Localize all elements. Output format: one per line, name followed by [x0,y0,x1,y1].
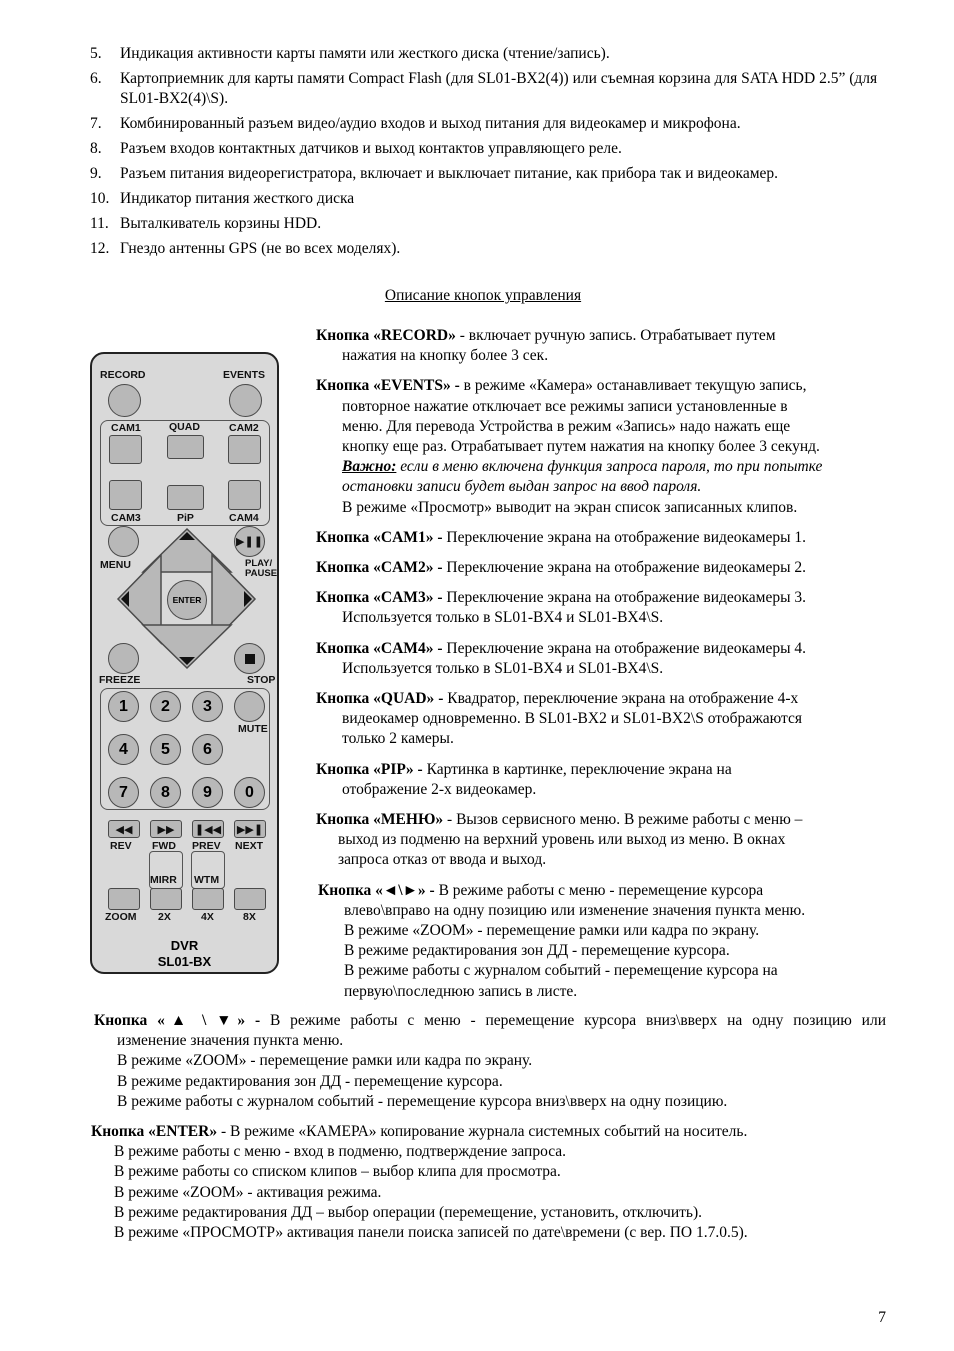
rewind-icon: ◀◀ [115,823,133,836]
cam1-label: CAM1 [111,422,141,434]
fast-forward-icon: ▶▶ [157,823,175,836]
mute-button [234,691,265,722]
cam1-description: Кнопка «CAM1» - Переключение экрана на отображение видеокамеры 1. [316,528,807,546]
digit-2-button: 2 [150,691,181,722]
enter-description: Кнопка «ENTER» - В режиме «КАМЕРА» копирование журнала системных событий на носитель. В режиме работы с меню - вход в подменю, подтверждение запроса. В режиме работы со списком клипов – выбор клипа для просмотра. В режиме «ZOOM» - активация режима. В режиме редактирования ДД – выбор операции (перемещение, установить, отключить). В режиме «ПРОСМОТР» активация панели поиска записей по дате\времени (с вер. ПО 1.7.0.5). [91,1123,748,1242]
quad-button [167,435,204,459]
cam3-description: Кнопка «CAM3» - Переключение экрана на отображение видеокамеры 3. Используется только в SL01-BX4 и SL01-BX4\S. [316,589,807,627]
events-description: Кнопка «EVENTS» - в режиме «Камера» останавливает текущую запись, повторное нажатие отключает все режимы записи установленные в меню. Для перевода Устройства в режим «Запись» надо нажать еще кнопку еще раз. Отрабатывает путем нажатия на кнопку более 3 секунд. Важно: если в меню включена функция запроса пароля, то при попытке остановки записи будет выдан запрос на ввод пароля. В режиме «Просмотр» выводит на экран список записанных клипов. [316,377,823,516]
fwd-button [150,820,182,838]
zoom-4x-label: 4X [201,911,214,923]
cam2-description: Кнопка «CAM2» - Переключение экрана на отображение видеокамеры 2. [316,559,807,577]
mute-label: MUTE [238,723,268,735]
digit-7-button: 7 [108,777,139,808]
cam4-button [228,480,261,510]
menu-label: MENU [100,559,131,571]
events-button [229,384,262,417]
list-item: 8. Разъем входов контактных датчиков и выход контактов управляющего реле. [90,140,622,157]
digit-8-button: 8 [150,777,181,808]
remote-model-label: DVR SL01-BX [157,938,212,969]
button-descriptions [316,326,888,1012]
cam3-button [109,480,142,510]
pip-button [167,485,204,510]
section-title: Описание кнопок управления [384,287,582,304]
zoom-8x-label: 8X [243,911,256,923]
zoom-2x-label: 2X [158,911,171,923]
prev-button [192,820,224,838]
events-label: EVENTS [223,369,266,381]
cam3-label: CAM3 [111,512,141,524]
digit-9-button: 9 [192,777,223,808]
fwd-label: FWD [152,840,176,852]
quad-label: QUAD [169,421,200,433]
zoom-button [108,888,140,910]
record-label: RECORD [100,369,146,381]
previous-icon: ❚◀◀ [194,823,222,836]
stop-button [234,643,265,674]
cam4-description: Кнопка «CAM4» - Переключение экрана на отображение видеокамеры 4. Используется только в SL01-BX4 и SL01-BX4\S. [316,639,807,677]
wtm-group [191,851,225,889]
menu-description: Кнопка «МЕНЮ» - Вызов сервисного меню. В режиме работы с меню – выход из подменю на верхний уровень или выход из меню. В окнах запроса отказ от ввода и выход. [316,811,803,869]
digit-3-button: 3 [192,691,223,722]
list-item: 7. Комбинированный разъем видео/аудио входов и выход питания для видеокамер и микрофона. [90,115,741,132]
zoom-8x-button [234,888,266,910]
freeze-button [108,643,139,674]
pip-label: PiP [177,512,194,524]
left-right-description: Кнопка «◄\►» - В режиме работы с меню - перемещение курсора влево\вправо на одну позицию или изменение значения пункта меню. В режиме «ZOOM» - перемещение рамки или кадра по экрану. В режиме редактирования зон ДД - перемещение курсора. В режиме работы с журналом событий - перемещение курсора на первую\последнюю запись в листе. [318,881,806,1000]
list-item: 10. Индикатор питания жесткого диска [90,190,355,207]
play-pause-icon: ▶❚❚ [236,536,263,548]
cam2-label: CAM2 [229,422,259,434]
next-label: NEXT [235,840,264,852]
wtm-label: WTM [194,874,220,886]
zoom-2x-button [150,888,182,910]
digit-1-button: 1 [108,691,139,722]
quad-description: Кнопка «QUAD» - Квадратор, переключение экрана на отображение 4-х видеокамер одновременно. В SL01-BX2 и SL01-BX2\S отображаются только 2 камеры. [316,690,803,748]
stop-label: STOP [247,674,276,686]
rev-button [108,820,140,838]
digit-4-button: 4 [108,734,139,765]
digit-5-button: 5 [150,734,181,765]
stop-icon [245,654,255,664]
cam4-label: CAM4 [229,512,259,524]
record-description: Кнопка «RECORD» - включает ручную запись. Отрабатывает путем нажатия на кнопку более 3 сек. [316,327,776,365]
page-number: 7 [878,1309,886,1326]
list-item: 5. Индикация активности карты памяти или жесткого диска (чтение/запись). [90,45,610,62]
cam2-button [228,435,261,464]
freeze-label: FREEZE [99,674,141,686]
list-item: 11. Выталкиватель корзины HDD. [90,215,322,232]
mirr-group [149,851,183,889]
up-down-description: Кнопка «▲ \ ▼» - В режиме работы с меню - перемещение курсора вниз\вверх на одну позицию или изменение значения пункта меню. В режиме «ZOOM» - перемещение рамки или кадра по экрану. В режиме редактирования зон ДД - перемещение курсора. В режиме работы с журналом событий - перемещение курсора вниз\вверх на одну позицию. [94,1012,886,1110]
play-pause-label: PLAY/ PAUSE [245,558,278,579]
cam1-button [109,435,142,464]
next-button [234,820,266,838]
pip-description: Кнопка «PIP» - Картинка в картинке, переключение экрана на отображение 2-х видеокамер. [316,760,732,798]
list-item: 6. Картоприемник для карты памяти Compact Flash (для SL01-BX2(4)) или съемная корзина для SATA HDD 2.5” (для SL01-BX2(4)\S). [90,70,878,107]
rev-label: REV [110,840,132,852]
prev-label: PREV [192,840,221,852]
record-button [108,384,141,417]
list-item: 9. Разъем питания видеорегистратора, включает и выключает питание, как прибора так и видеокамер. [90,165,779,182]
numbered-list [90,44,890,264]
digit-6-button: 6 [192,734,223,765]
digit-0-button: 0 [234,777,265,808]
enter-button: ENTER [167,580,207,620]
zoom-label: ZOOM [105,911,137,923]
mirr-label: MIRR [150,874,177,886]
list-item: 12. Гнездо антенны GPS (не во всех моделях). [90,240,401,257]
remote-control-illustration [90,352,279,974]
next-icon: ▶▶❚ [236,823,264,836]
zoom-4x-button [192,888,224,910]
